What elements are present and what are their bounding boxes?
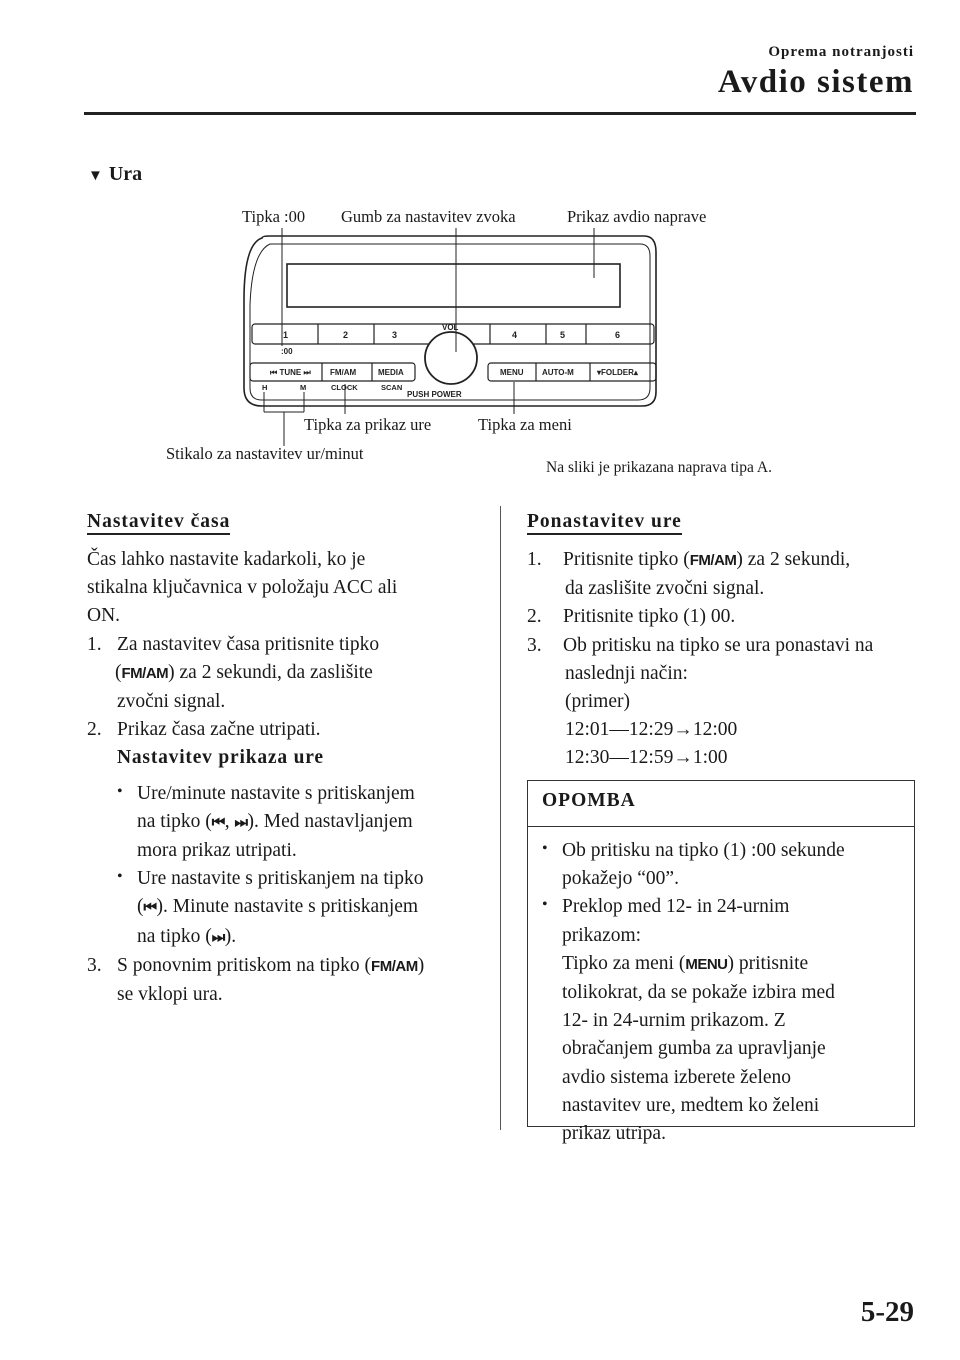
note-body [542, 837, 912, 1148]
h-label: H [262, 383, 268, 392]
preset-6-label: 6 [615, 330, 621, 340]
bullet-text-3: mora prikaz utripati. [137, 840, 297, 862]
page-number: 5-29 [860, 1296, 914, 1328]
triangle-icon: ▼ [88, 168, 103, 184]
bullet-dot: • [542, 840, 548, 857]
right-step-2 [527, 603, 927, 631]
prev-track-icon: ⏮ [143, 899, 157, 917]
left-step-3 [87, 952, 487, 1009]
fm-am-button-icon: FM/AM [371, 957, 418, 975]
menu-label: MENU [500, 368, 524, 377]
auto-m-label: AUTO-M [542, 368, 574, 377]
running-header-section: Oprema notranjosti [768, 44, 914, 60]
step-text-2: se vklopi ura. [117, 984, 223, 1006]
bullet-text-2: na tipko (⏮, ⏭). Med nastavljanjem [137, 810, 413, 832]
left-bullet-2 [87, 865, 487, 952]
bullet-dot: • [542, 896, 548, 914]
tune-label: ⏮ TUNE ⏭ [270, 368, 311, 377]
left-heading: Nastavitev časa [87, 511, 230, 535]
column-divider [500, 506, 501, 1130]
example-label: (primer) [565, 691, 630, 713]
colon-00-label: :00 [281, 347, 293, 356]
step-text: Za nastavitev časa pritisnite tipko [117, 633, 380, 655]
note-title: OPOMBA [542, 790, 636, 811]
bullet-dot: • [117, 782, 123, 800]
note-bullet-2 [542, 893, 912, 1148]
callout-gumb: Gumb za nastavitev zvoka [341, 207, 516, 226]
section-title-text: Ura [108, 163, 143, 185]
audio-unit-diagram [0, 0, 960, 500]
preset-5-label: 5 [560, 330, 566, 340]
note-text: 12- in 24-urnim prikazom. Z [562, 1010, 786, 1032]
m-label: M [300, 383, 307, 392]
step-text: Ob pritisku na tipko se ura ponastavi na [563, 634, 874, 656]
callout-tipka-meni: Tipka za meni [478, 415, 572, 434]
preset-3-label: 3 [392, 330, 398, 340]
left-body [87, 546, 487, 1009]
note-text: prikazom: [562, 924, 642, 946]
step-number: 3. [527, 634, 542, 656]
note-text: Preklop med 12- in 24-urnim [562, 896, 790, 918]
preset-4-label: 4 [512, 330, 518, 340]
step-number: 2. [87, 719, 102, 741]
fm-am-label: FM/AM [330, 368, 357, 377]
left-step-2 [87, 716, 487, 772]
left-step-1 [87, 631, 487, 717]
intro-line-2: stikalna ključavnica v položaju ACC ali [87, 577, 398, 599]
bullet-text-3: na tipko (⏭). [137, 925, 237, 947]
step-text-2: da zaslišite zvočni signal. [565, 578, 765, 600]
preset-2-label: 2 [343, 330, 349, 340]
left-bullet-1 [87, 780, 487, 866]
right-step-3 [527, 632, 927, 773]
callout-stikalo: Stikalo za nastavitev ur/minut [166, 444, 364, 463]
right-step-1 [527, 546, 927, 603]
note-bullet-1 [542, 837, 912, 893]
fm-am-button-icon: FM/AM [121, 664, 169, 682]
note-text: Ob pritisku na tipko (1) :00 sekunde [562, 840, 845, 861]
bullet-text-2: (⏮). Minute nastavite s pritiskanjem [137, 896, 419, 918]
right-heading-wrap [527, 511, 682, 533]
menu-button-icon: MENU [685, 955, 728, 973]
step-number: 2. [527, 606, 542, 628]
step-text-3: zvočni signal. [117, 691, 226, 713]
right-heading: Ponastavitev ure [527, 511, 682, 535]
step-text-2: naslednji način: [565, 662, 688, 684]
left-heading-wrap [87, 511, 230, 533]
media-label: MEDIA [378, 368, 404, 377]
note-header [528, 781, 914, 827]
callout-prikaz: Prikaz avdio naprave [567, 207, 707, 226]
note-text: prikaz utripa. [562, 1123, 666, 1145]
bullet-text: Ure nastavite s pritiskanjem na tipko [137, 868, 424, 890]
note-text: avdio sistema izberete želeno [562, 1066, 792, 1088]
clock-label: CLOCK [331, 383, 358, 392]
note-box [527, 780, 915, 1145]
preset-1-label: 1 [283, 330, 289, 340]
example-line-1: 12:01―12:29→12:00 [565, 719, 738, 741]
note-text: tolikokrat, da se pokaže izbira med [562, 982, 835, 1004]
step-text: Pritisnite tipko (FM/AM) za 2 sekundi, [563, 549, 851, 570]
bullet-dot: • [117, 868, 123, 886]
intro-line-1: Čas lahko nastavite kadarkoli, ko je [87, 549, 366, 570]
next-track-icon: ⏭ [211, 928, 225, 946]
step-text: Prikaz časa začne utripati. [117, 719, 321, 741]
vol-label: VOL [442, 323, 459, 332]
audio-display [287, 264, 620, 307]
step-text: S ponovnim pritiskom na tipko (FM/AM) [117, 954, 425, 976]
volume-knob [425, 332, 477, 384]
fm-am-button-icon: FM/AM [689, 552, 737, 569]
note-text: obračanjem gumba za upravljanje [562, 1038, 826, 1060]
note-text: Tipko za meni (MENU) pritisnite [562, 952, 809, 974]
step-text-2: (FM/AM) za 2 sekundi, da zaslišite [115, 661, 373, 683]
step-number: 1. [87, 633, 102, 655]
note-text: pokažejo “00”. [562, 868, 679, 890]
step-number: 1. [527, 549, 542, 570]
push-power-label: PUSH POWER [407, 390, 462, 399]
next-track-icon: ⏭ [234, 813, 248, 831]
example-line-2: 12:30―12:59→1:00 [565, 747, 728, 769]
folder-label: ▾FOLDER▴ [597, 368, 638, 377]
step-text: Pritisnite tipko (1) 00. [563, 606, 736, 628]
right-body [527, 546, 927, 773]
running-header-chapter: Avdio sistem [717, 64, 914, 100]
prev-track-icon: ⏮ [211, 813, 225, 831]
intro-line-3: ON. [87, 605, 121, 627]
note-text: nastavitev ure, medtem ko želeni [562, 1094, 820, 1116]
figure-caption: Na sliki je prikazana naprava tipa A. [546, 459, 772, 476]
step-subheading: Nastavitev prikaza ure [117, 747, 324, 769]
bullet-text: Ure/minute nastavite s pritiskanjem [137, 782, 415, 804]
scan-label: SCAN [381, 383, 403, 392]
callout-tipka-00: Tipka :00 [242, 207, 306, 226]
callout-tipka-ure: Tipka za prikaz ure [304, 415, 432, 434]
step-number: 3. [87, 954, 102, 976]
